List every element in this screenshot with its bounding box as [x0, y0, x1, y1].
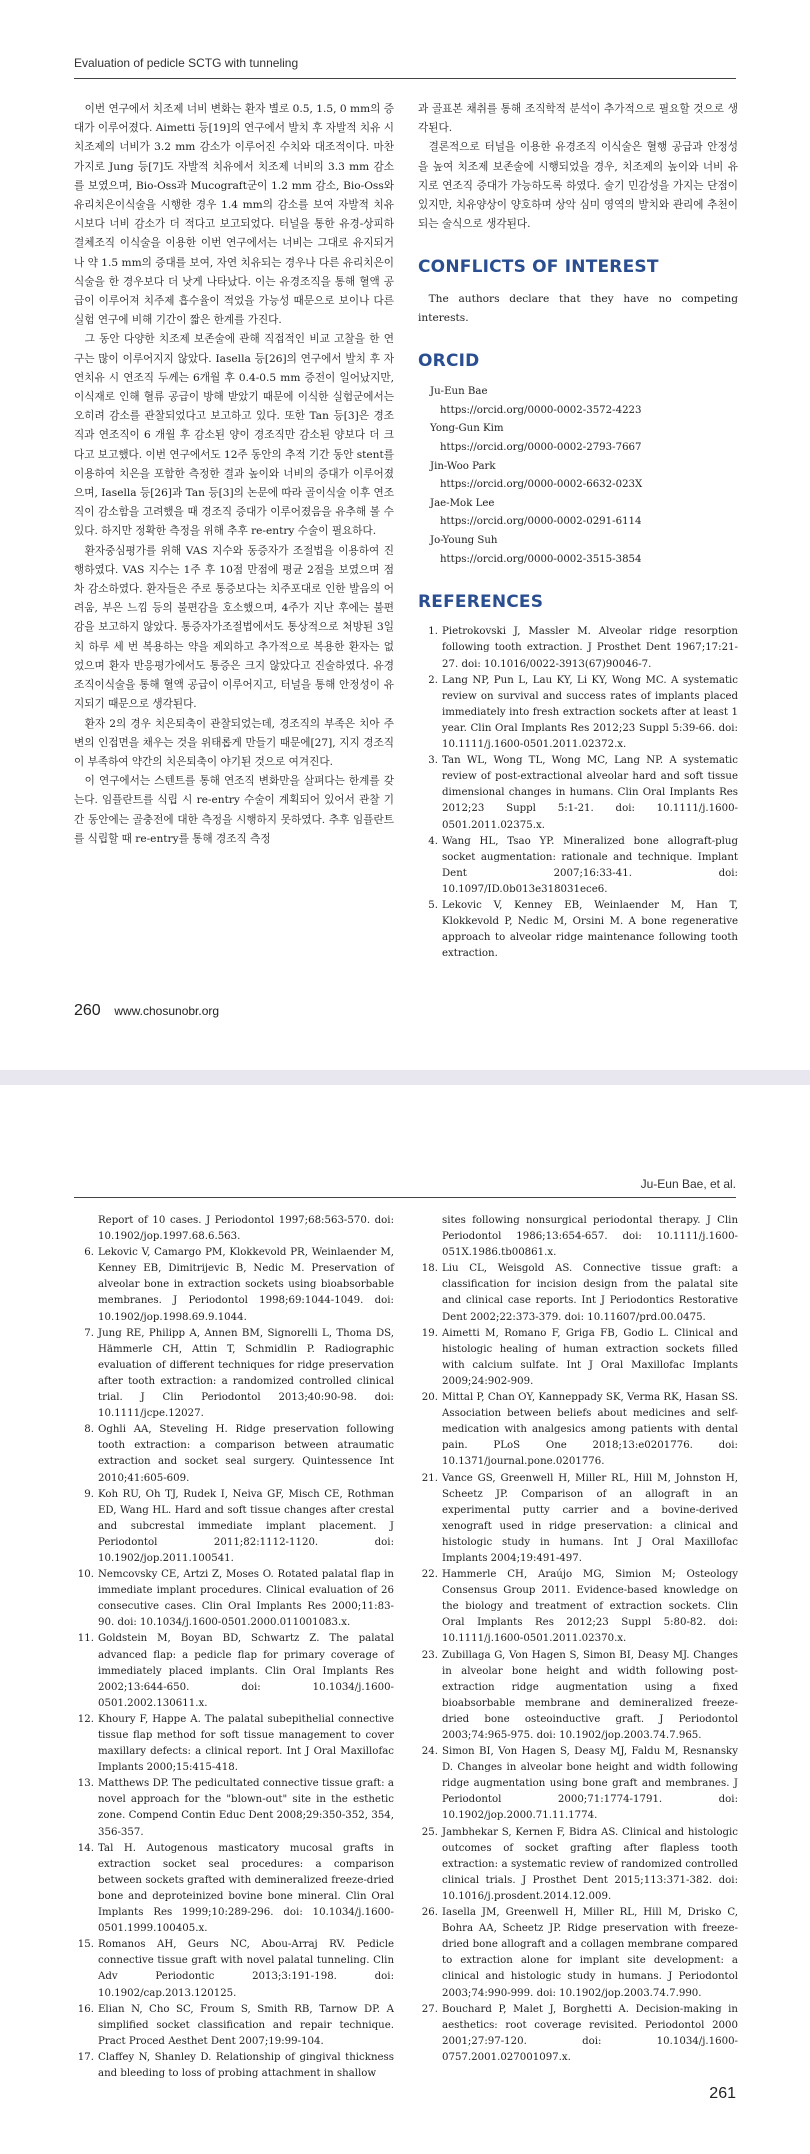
reference-number: 16. [77, 2003, 94, 2015]
reference-text: Tal H. Autogenous masticatory mucosal grafts in extraction socket seal procedures: a comparison between sockets grafted with demineralized freeze-dried bone and deproteinized bovine bone mineral. Clin Oral Implants Res 1999;10:289-296. doi: 10.1034/j.1600-0501.1999.100405.x. [98, 1842, 394, 1935]
body-paragraph: 그 동안 다양한 치조제 보존술에 관해 직접적인 비교 고찰을 한 연구는 많이 이루어지지 않았다. Iasella 등[26]의 연구에서 발치 후 자연치유 시 연조직 두께는 6개월 후 0.4-0.5 mm 증전이 일어났지만, 이식재로 인해 혈류 공급이 방해 받았기 때문에 이식한 실험군에서는 오히려 감소를 관찰되었다고 보고하고 있다. 또한 Tan 등[3]은 경조직과 연조직이 6 개월 후 감소된 양이 경조직만 감소된 양보다 더 크다고 보고했다. 이번 연구에서도 12주 동안의 추적 기간 동안 stent를 이용하여 치은을 포함한 측정한 결과 높이와 너비의 증대가 이루어졌으며, Iasella 등[26]과 Tan 등[3]의 논문에 따라 골이식술 이후 연조직이 감소함을 고려했을 때 경조직 증대가 이루어졌음을 유추해 볼 수 있다. 하지만 정확한 측정을 위해 추후 re-entry 수술이 필요하다. [74, 333, 394, 538]
reference-text: Vance GS, Greenwell H, Miller RL, Hill M, Johnston H, Scheetz JP. Comparison of an allograft in an experimental putty carrier and a bovine-derived xenograft used in ridge preservation: a clinical and histologic study in humans. Int J Oral Maxillofac Implants 2004;19:491-497. [442, 1472, 738, 1564]
page-footer [74, 1002, 219, 1020]
reference-text: Goldstein M, Boyan BD, Schwartz Z. The palatal advanced flap: a pedicle flap for primary coverage of immediately placed implants. Clin Oral Implants Res 2002;13:644-650. doi: 10.1034/j.1600-0501.2002.130611.x. [98, 1633, 394, 1709]
reference-text: Pietrokovski J, Massler M. Alveolar ridge resorption following tooth extraction. J Prosthet Dent 1967;17:21-27. doi: 10.1016/0022-3913(67)90046-7. [442, 626, 738, 670]
reference-text: Jung RE, Philipp A, Annen BM, Signorelli L, Thoma DS, Hämmerle CH, Attin T, Schmidlin P. Radiographic evaluation of different techniques for ridge preservation after tooth extraction: a randomized controlled clinical trial. J Clin Periodontol 2013;40:90-98. doi: 10.1111/jcpe.12027. [98, 1327, 394, 1420]
orcid-author: Jo-Young Suh [430, 534, 498, 546]
reference-item [74, 1776, 394, 1840]
reference-number: 10. [77, 1569, 94, 1581]
reference-text: Koh RU, Oh TJ, Rudek I, Neiva GF, Misch CE, Rothman ED, Wang HL. Hard and soft tissue changes after crestal and subcrestal immediate implant placement. J Periodontol 2011;82:1112-1120. doi: 10.1902/jop.2011.100541. [98, 1488, 394, 1564]
reference-text: Hammerle CH, Araújo MG, Simion M; Osteology Consensus Group 2011. Evidence-based knowledge on the biology and treatment of extraction sockets. Clin Oral Implants Res 2012;23 Suppl 5:80-82. doi: 10.1111/j.1600-0501.2011.02370.x. [442, 1569, 738, 1645]
orcid-list [418, 383, 738, 569]
reference-number: 25. [421, 1826, 438, 1838]
reference-text: Oghli AA, Steveling H. Ridge preservation following tooth extraction: a comparison between atraumatic extraction and socket seal surgery. Quintessence Int 2010;41:605-609. [98, 1424, 394, 1484]
body-paragraph: 이번 연구에서 치조제 너비 변화는 환자 별로 0.5, 1.5, 0 mm의 증대가 이루어졌다. Aimetti 등[19]의 연구에서 발치 후 자발적 치유 시 치조제의 너비가 3.2 mm 감소가 이루어진 수치와 대조적이다. 마찬가지로 Jung 등[7]도 자발적 치유에서 치조제 너비의 3.3 mm 감소를 보였으며, Bio-Oss과 Mucograft군이 1.2 mm 감소, Bio-Oss와 유리치은이식술을 시행한 경우 1.4 mm의 감소를 보여 자발적 치유 시보다 너비 감소가 더 적다고 보고되었다. 터널을 통한 유경-상피하 결체조직 이식술을 이용한 이번 연구에서는 너비는 그대로 유지되거나 약 1.5 mm의 증대를 보여, 자연 치유되는 경우나 다른 유리치은이식술을 한 경우보다 더 낫게 나타났다. 이는 유경조직을 통해 혈액 공급이 이루어져 치주제 흡수율이 적었을 가능성 때문으로 보이나 다른 실험 연구에 비해 기간이 짧은 한계를 가진다. [74, 103, 394, 327]
reference-text: Lang NP, Pun L, Lau KY, Li KY, Wong MC. A systematic review on survival and success rates of implants placed immediately into fresh extraction sockets after at least 1 year. Clin Oral Implants Res 2012;23 Suppl 5:39-66. doi: 10.1111/j.1600-0501.2011.02372.x. [442, 674, 738, 751]
header-rule [74, 1197, 736, 1198]
section-heading-references: REFERENCES [418, 592, 544, 613]
reference-item [418, 1261, 738, 1325]
reference-number: 11. [77, 1633, 94, 1645]
reference-list [74, 1213, 394, 2082]
reference-number: 20. [421, 1392, 438, 1404]
reference-number: 24. [421, 1746, 438, 1758]
reference-item [418, 898, 738, 962]
orcid-link[interactable]: https://orcid.org/0000-0002-2793-7667 [440, 442, 642, 454]
reference-text: Simon BI, Von Hagen S, Deasy MJ, Faldu M, Resnansky D. Changes in alveolar bone height and width following ridge augmentation using bone graft and membranes. J Periodontol 2000;71:1774-1791. doi: 10.1902/jop.2000.71.11.1774. [442, 1746, 738, 1822]
reference-item [74, 1567, 394, 1631]
page-number: 260 [74, 1002, 101, 1019]
reference-number: 4. [428, 835, 438, 847]
reference-text: sites following nonsurgical periodontal therapy. J Clin Periodontol 1986;13:654-657. doi: 10.1111/j.1600-051X.1986.tb00861.x. [442, 1215, 738, 1259]
reference-item [74, 1326, 394, 1423]
reference-text: Khoury F, Happe A. The palatal subepithelial connective tissue flap method for soft tissue management to cover maxillary defects: a clinical report. Int J Oral Maxillofac Implants 2000;15:415-418. [98, 1713, 394, 1774]
reference-item [74, 1213, 394, 1245]
reference-number: 27. [421, 2003, 438, 2015]
reference-item [74, 1712, 394, 1776]
page-number: 261 [709, 2085, 736, 2102]
reference-item [418, 1390, 738, 1470]
reference-text: Tan WL, Wong TL, Wong MC, Lang NP. A systematic review of post-extractional alveolar hard and soft tissue dimensional changes in humans. Clin Oral Implants Res 2012;23 Suppl 5:1-21. doi: 10.1111/j.1600-0501.2011.02375.x. [442, 755, 738, 831]
reference-item [418, 1213, 738, 1261]
reference-number: 2. [428, 674, 438, 686]
reference-text: Matthews DP. The pedicultated connective tissue graft: a novel approach for the "blown-out" site in the esthetic zone. Compend Contin Educ Dent 2008;29:350-352, 354, 356-357. [98, 1778, 394, 1838]
reference-item [418, 1326, 738, 1390]
orcid-link[interactable]: https://orcid.org/0000-0002-3572-4223 [440, 404, 642, 416]
section-heading-orcid: ORCID [418, 351, 480, 372]
reference-item [418, 1567, 738, 1647]
reference-text: Liu CL, Weisgold AS. Connective tissue graft: a classification for incision design from the palatal site and clinical case reports. Int J Periodontics Restorative Dent 2002;22:373-379. doi: 10.11607/prd.00.0475. [442, 1263, 738, 1323]
page-261 [0, 1085, 810, 2154]
reference-number: 12. [77, 1713, 94, 1725]
reference-number: 18. [421, 1263, 438, 1275]
reference-number: 22. [421, 1569, 438, 1581]
reference-number: 6. [84, 1247, 94, 1259]
reference-text: Bouchard P, Malet J, Borghetti A. Decision-making in aesthetics: root coverage revisited. Periodontol 2000 2001;27:97-120. doi: 10.1034/j.1600-0757.2001.027001097.x. [442, 2003, 738, 2063]
reference-number: 17. [77, 2051, 94, 2063]
reference-text: Nemcovsky CE, Artzi Z, Moses O. Rotated palatal flap in immediate implant procedures. Clinical evaluation of 26 consecutive cases. Clin Oral Implants Res 2000;11:83-90. doi: 10.1034/j.1600-0501.2000.011001083.x. [98, 1569, 394, 1629]
reference-item [418, 1471, 738, 1568]
reference-number: 13. [77, 1778, 94, 1790]
reference-number: 26. [421, 1907, 438, 1919]
reference-number: 19. [421, 1327, 438, 1339]
journal-url[interactable]: www.chosunobr.org [114, 1004, 220, 1018]
reference-number: 15. [77, 1939, 94, 1951]
reference-item [74, 2002, 394, 2050]
orcid-author: Jin-Woo Park [430, 460, 496, 472]
reference-item [418, 1744, 738, 1824]
reference-item [418, 1648, 738, 1745]
reference-text: Romanos AH, Geurs NC, Abou-Arraj RV. Pedicle connective tissue graft with novel palatal tunneling. Clin Adv Periodontic 2013;3:191-198. doi: 10.1902/cap.2013.120125. [98, 1939, 394, 1999]
reference-item [418, 673, 738, 753]
reference-text: Aimetti M, Romano F, Griga FB, Godio L. Clinical and histologic healing of human extraction sockets filled with calcium sulfate. Int J Oral Maxillofac Implants 2009;24:902-909. [442, 1327, 738, 1387]
body-paragraph: 이 연구에서는 스텐트를 통해 연조직 변화만을 살펴다는 한계를 갖는다. 임플란트를 식립 시 re-entry 수술이 계획되어 있어서 관찰 기간 동안에는 골충전에 대한 측정을 시행하지 못하였다. 추후 임플란트를 식립할 때 re-entry를 통해 경조직 측정 [74, 775, 394, 845]
reference-text: Wang HL, Tsao YP. Mineralized bone allograft-plug socket augmentation: rationale and technique. Implant Dent 2007;16:33-41. doi: 10.1097/ID.0b013e318031ece6. [442, 835, 738, 895]
reference-number: 21. [421, 1472, 438, 1484]
left-column [74, 100, 394, 849]
reference-item [418, 753, 738, 833]
reference-text: Report of 10 cases. J Periodontol 1997;68:563-570. doi: 10.1902/jop.1997.68.6.563. [98, 1215, 394, 1243]
orcid-entry [418, 495, 738, 532]
reference-text: Claffey N, Shanley D. Relationship of gingival thickness and bleeding to loss of probing attachment in shallow [98, 2051, 394, 2079]
reference-text: Iasella JM, Greenwell H, Miller RL, Hill M, Drisko C, Bohra AA, Scheetz JP. Ridge preservation with freeze-dried bone allograft and a collagen membrane compared to extraction alone for implant site development: a clinical and histologic study in humans. J Periodontol 2003;74:990-999. doi: 10.1902/jop.2003.74.7.990. [442, 1907, 738, 1999]
body-paragraph: 과 골표본 채취를 통해 조직학적 분석이 추가적으로 필요할 것으로 생각된다. [418, 103, 738, 135]
reference-item [74, 1841, 394, 1938]
reference-item [418, 834, 738, 898]
section-heading-conflicts: CONFLICTS OF INTEREST [418, 257, 659, 278]
reference-text: Lekovic V, Kenney EB, Weinlaender M, Han T, Klokkevold P, Nedic M, Orsini M. A bone regenerative approach to alveolar ridge maintenance following tooth extraction. [442, 899, 738, 960]
right-column [418, 100, 738, 962]
reference-item [418, 2002, 738, 2066]
header-rule [74, 78, 736, 79]
reference-text: Mittal P, Chan OY, Kanneppady SK, Verma RK, Hasan SS. Association between beliefs about medicines and self-medication with analgesics among patients with dental pain. PLoS One 2018;13:e0201776. doi: 10.1371/journal.pone.0201776. [442, 1392, 738, 1468]
reference-item [418, 624, 738, 672]
orcid-link[interactable]: https://orcid.org/0000-0002-6632-023X [440, 479, 643, 491]
orcid-author: Ju-Eun Bae [430, 386, 488, 398]
reference-number: 1. [428, 626, 438, 638]
reference-item [74, 1422, 394, 1486]
reference-item [74, 1245, 394, 1325]
conflicts-text: The authors declare that they have no competing interests. [418, 292, 738, 324]
orcid-link[interactable]: https://orcid.org/0000-0002-0291-6114 [440, 516, 642, 528]
page-260 [0, 0, 810, 1070]
reference-item [418, 1825, 738, 1905]
right-column [418, 1213, 738, 2066]
reference-list [418, 624, 738, 962]
reference-text: Lekovic V, Camargo PM, Klokkevold PR, Weinlaender M, Kenney EB, Dimitrijevic B, Nedic M. Preservation of alveolar bone in extraction sockets using bioabsorbable membranes. J Periodontol 1998;69:1044-1049. doi: 10.1902/jop.1998.69.9.1044. [98, 1247, 394, 1323]
reference-number: 7. [84, 1327, 94, 1339]
reference-text: Zubillaga G, Von Hagen S, Simon BI, Deasy MJ. Changes in alveolar bone height and width following post-extraction ridge augmentation using a fixed bioabsorbable membrane and demineralized freeze-dried bone osteoinductive graft. J Periodontol 2003;74:965-975. doi: 10.1902/jop.2003.74.7.965. [442, 1649, 738, 1741]
reference-number: 8. [84, 1424, 94, 1436]
orcid-author: Yong-Gun Kim [430, 423, 504, 435]
reference-item [74, 2050, 394, 2082]
running-head: Ju-Eun Bae, et al. [640, 1177, 736, 1191]
reference-item [74, 1631, 394, 1711]
body-paragraph: 환자중심평가를 위해 VAS 지수와 동증자가 조절법을 이용하여 진행하였다. VAS 지수는 1주 후 10점 만점에 평균 2점을 보였으며 점차 감소하였다. 환자들은 주로 통증보다는 치주포대로 인한 발음의 어려움, 부은 느낌 등의 불편감을 호소했으며, 4주가 지난 후에는 불편감을 보고하지 않았다. 통증자가조절법에서도 통상적으로 처방된 3일치 하루 세 번 복용하는 약을 제외하고 추가적으로 복용한 환자는 없었으며 환자 반응평가에서도 통증은 크지 않았다고 진술하였다. 유경조직이식술을 통해 혈액 공급이 이루어지고, 터널을 통해 안정성이 유지되기 때문으로 생각된다. [74, 544, 394, 711]
reference-item [74, 1487, 394, 1567]
reference-item [418, 1905, 738, 2002]
orcid-entry [418, 458, 738, 495]
reference-number: 5. [428, 899, 438, 911]
conclusion-paragraph: 결론적으로 터널을 이용한 유경조직 이식술은 혈행 공급과 안정성을 높여 치조제 보존술에 시행되었을 경우, 치조제의 높이와 너비 유지로 연조직 증대가 가능하도록 하였다. 술기 민감성을 가지는 단점이 있지만, 치유양상이 양호하며 상악 심미 영역의 발치와 관리에 추천이 되는 술식으로 생각된다. [418, 141, 738, 231]
orcid-entry [418, 532, 738, 569]
orcid-link[interactable]: https://orcid.org/0000-0002-3515-3854 [440, 553, 642, 565]
left-column [74, 1213, 394, 2082]
reference-number: 9. [84, 1488, 94, 1500]
orcid-entry [418, 383, 738, 420]
reference-number: 23. [421, 1649, 438, 1661]
body-paragraph: 환자 2의 경우 치은퇴축이 관찰되었는데, 경조직의 부족은 치아 주변의 인접면을 채우는 것을 위태롭게 만들기 때문에[27], 지지 경조직이 부족하여 약간의 치은퇴축이 야기된 것으로 여겨진다. [74, 717, 394, 768]
reference-number: 3. [428, 755, 438, 767]
reference-text: Jambhekar S, Kernen F, Bidra AS. Clinical and histologic outcomes of socket grafting after flapless tooth extraction: a systematic review of randomized controlled clinical trials. J Prosthet Dent 2015;113:371-382. doi: 10.1016/j.prosdent.2014.12.009. [442, 1826, 738, 1902]
running-head: Evaluation of pedicle SCTG with tunneling [74, 56, 299, 70]
reference-number: 14. [77, 1842, 94, 1854]
reference-list [418, 1213, 738, 2066]
orcid-entry [418, 420, 738, 457]
orcid-author: Jae-Mok Lee [430, 497, 495, 509]
reference-text: Elian N, Cho SC, Froum S, Smith RB, Tarnow DP. A simplified socket classification and repair technique. Pract Proced Aesthet Dent 2007;19:99-104. [98, 2003, 394, 2047]
reference-item [74, 1937, 394, 2001]
